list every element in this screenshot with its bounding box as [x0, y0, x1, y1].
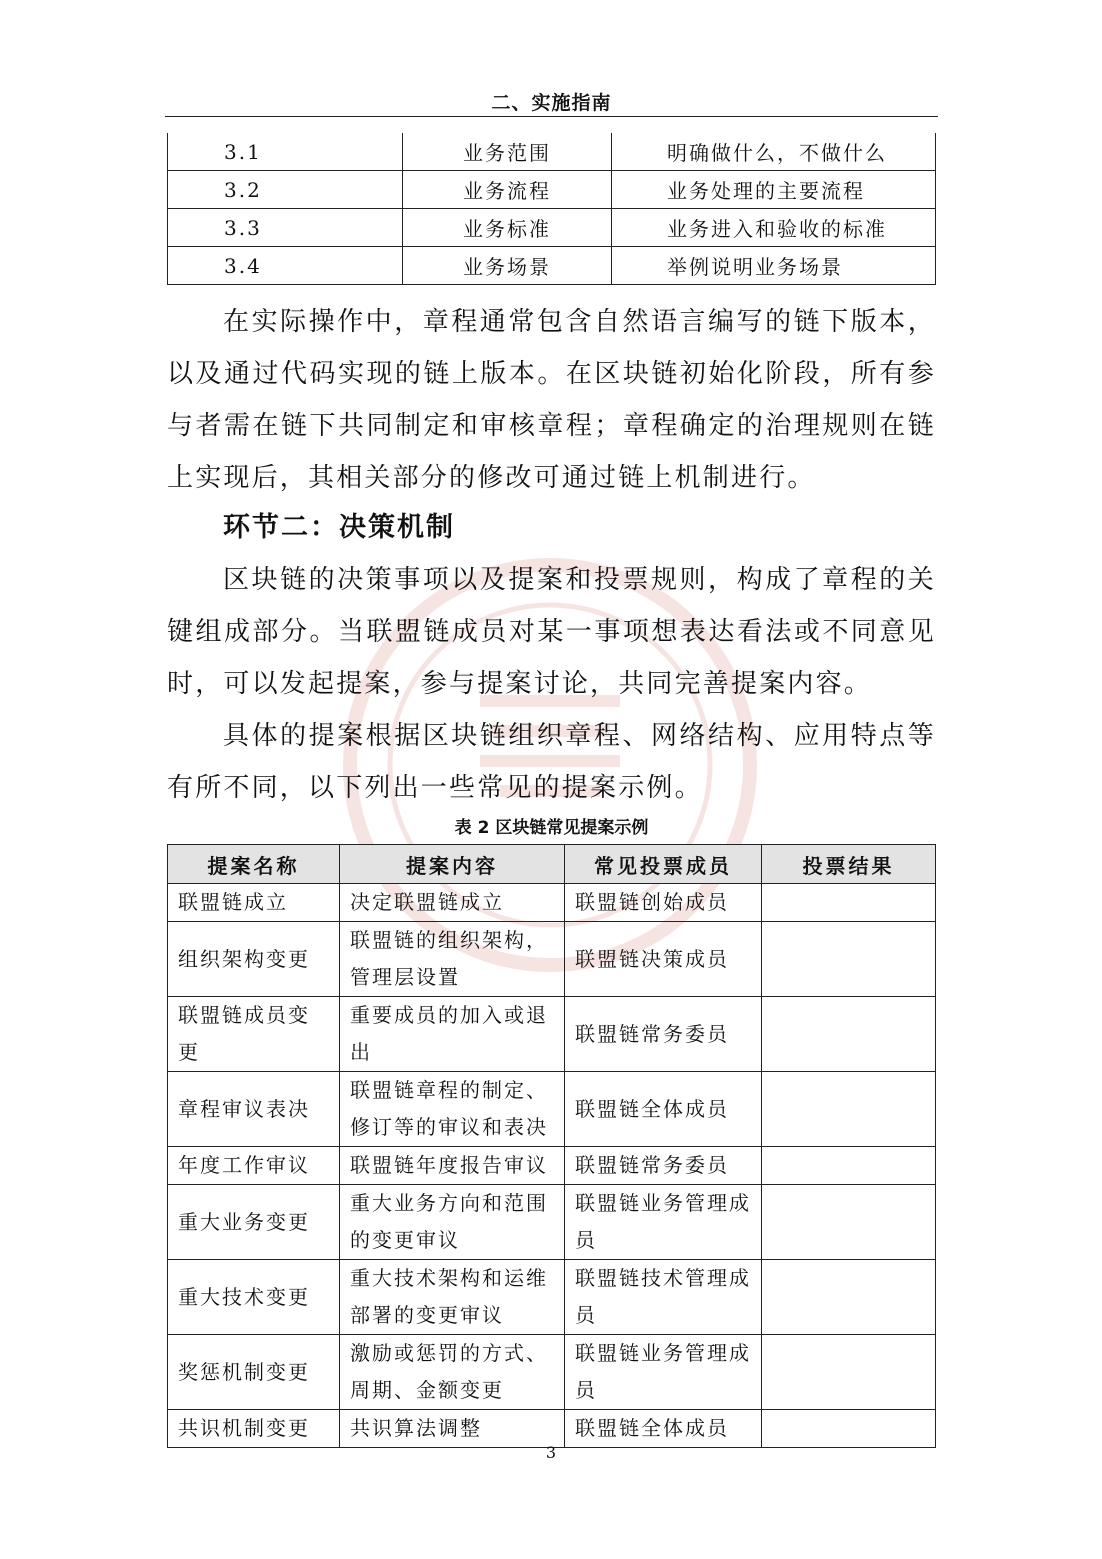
voting-members-cell: 联盟链技术管理成员	[565, 1260, 762, 1335]
proposal-name-cell: 组织架构变更	[168, 922, 340, 997]
voting-members-cell: 联盟链全体成员	[565, 1410, 762, 1448]
column-header: 常见投票成员	[565, 845, 762, 884]
table-cell: 业务场景	[403, 247, 612, 285]
proposal-content-cell: 联盟链章程的制定、修订等的审议和表决	[340, 1072, 565, 1147]
column-header: 提案内容	[340, 845, 565, 884]
voting-members-cell: 联盟链创始成员	[565, 884, 762, 922]
table-cell: 3.3	[168, 209, 403, 247]
table-row	[168, 1072, 936, 1147]
voting-result-cell	[762, 997, 936, 1072]
body-paragraph-2: 区块链的决策事项以及提案和投票规则，构成了章程的关键组成部分。当联盟链成员对某一事项想表达看法或不同意见时，可以发起提案，参与提案讨论，共同完善提案内容。	[167, 565, 936, 699]
table-cell: 业务范围	[403, 133, 612, 171]
voting-result-cell	[762, 1335, 936, 1410]
proposal-name-cell: 联盟链成立	[168, 884, 340, 922]
table-cell: 业务标准	[403, 209, 612, 247]
table-cell: 业务进入和验收的标准	[612, 209, 936, 247]
voting-members-cell: 联盟链常务委员	[565, 997, 762, 1072]
voting-result-cell	[762, 1410, 936, 1448]
table-header-row	[168, 845, 936, 884]
proposal-content-cell: 重大技术架构和运维部署的变更审议	[340, 1260, 565, 1335]
proposal-content-cell: 决定联盟链成立	[340, 884, 565, 922]
table-cell: 举例说明业务场景	[612, 247, 936, 285]
table-row	[168, 997, 936, 1072]
proposal-content-cell: 重要成员的加入或退出	[340, 997, 565, 1072]
table-cell: 3.1	[168, 133, 403, 171]
table-row	[168, 1260, 936, 1335]
header-divider	[165, 116, 938, 117]
proposal-name-cell: 奖惩机制变更	[168, 1335, 340, 1410]
proposal-content-cell: 重大业务方向和范围的变更审议	[340, 1185, 565, 1260]
voting-result-cell	[762, 1147, 936, 1185]
proposal-name-cell: 共识机制变更	[168, 1410, 340, 1448]
proposal-name-cell: 章程审议表决	[168, 1072, 340, 1147]
voting-members-cell: 联盟链决策成员	[565, 922, 762, 997]
table-row	[168, 1185, 936, 1260]
body-paragraph-3: 具体的提案根据区块链组织章程、网络结构、应用特点等有所不同，以下列出一些常见的提案示例。	[167, 721, 936, 803]
proposal-name-cell: 年度工作审议	[168, 1147, 340, 1185]
voting-result-cell	[762, 1185, 936, 1260]
proposal-name-cell: 重大业务变更	[168, 1185, 340, 1260]
table-cell: 明确做什么，不做什么	[612, 133, 936, 171]
proposal-name-cell: 重大技术变更	[168, 1260, 340, 1335]
table-caption: 表 2 区块链常见提案示例	[454, 818, 649, 838]
proposal-name-cell: 联盟链成员变更	[168, 997, 340, 1072]
proposal-content-cell: 联盟链的组织架构，管理层设置	[340, 922, 565, 997]
table-row	[168, 209, 936, 247]
table-row	[168, 133, 936, 171]
column-header: 提案名称	[168, 845, 340, 884]
business-scope-table	[167, 133, 936, 285]
table-row	[168, 247, 936, 285]
table-row	[168, 1335, 936, 1410]
column-header: 投票结果	[762, 845, 936, 884]
voting-members-cell: 联盟链常务委员	[565, 1147, 762, 1185]
proposal-content-cell: 激励或惩罚的方式、周期、金额变更	[340, 1335, 565, 1410]
voting-result-cell	[762, 1260, 936, 1335]
voting-result-cell	[762, 884, 936, 922]
voting-members-cell: 联盟链全体成员	[565, 1072, 762, 1147]
page-header-title: 二、实施指南	[491, 92, 612, 114]
body-paragraph-1: 在实际操作中，章程通常包含自然语言编写的链下版本，以及通过代码实现的链上版本。在区块链初始化阶段，所有参与者需在链下共同制定和审核章程；章程确定的治理规则在链上实现后，其相关部分的修改可通过链上机制进行。	[167, 307, 936, 493]
table-row	[168, 1147, 936, 1185]
proposal-content-cell: 联盟链年度报告审议	[340, 1147, 565, 1185]
table-cell: 业务流程	[403, 171, 612, 209]
table-row	[168, 171, 936, 209]
voting-members-cell: 联盟链业务管理成员	[565, 1335, 762, 1410]
voting-result-cell	[762, 922, 936, 997]
table-cell: 3.2	[168, 171, 403, 209]
page-number: 3	[545, 1443, 557, 1462]
proposal-examples-table	[167, 844, 936, 1448]
section-heading: 环节二：决策机制	[223, 512, 455, 543]
table-row	[168, 922, 936, 997]
table-cell: 3.4	[168, 247, 403, 285]
table-row	[168, 1410, 936, 1448]
table-cell: 业务处理的主要流程	[612, 171, 936, 209]
proposal-content-cell: 共识算法调整	[340, 1410, 565, 1448]
table-row	[168, 884, 936, 922]
voting-result-cell	[762, 1072, 936, 1147]
voting-members-cell: 联盟链业务管理成员	[565, 1185, 762, 1260]
